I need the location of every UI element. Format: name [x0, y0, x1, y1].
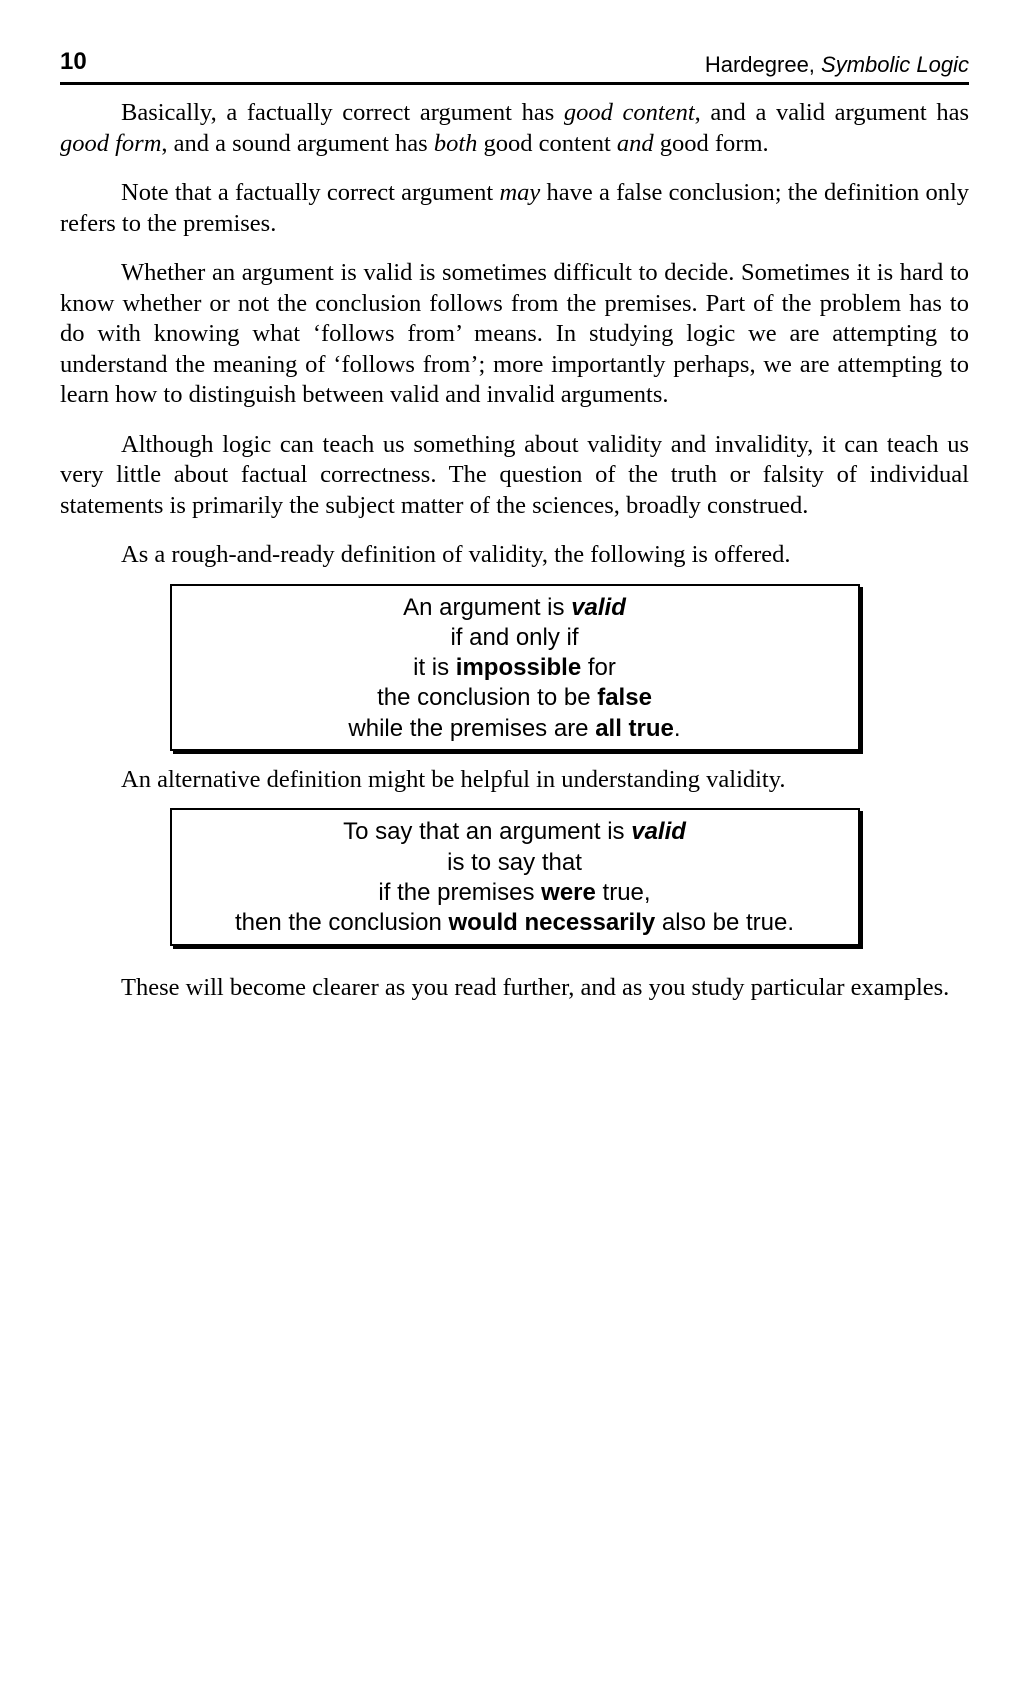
box-line [172, 683, 858, 713]
definition-box-validity [170, 584, 860, 751]
box-line: if and only if [450, 623, 579, 651]
paragraph-validity-difficulty: Whether an argument is valid is sometimes difficult to decide. Sometimes it is hard to know whether or not the conclusion follows from the premises. Part of the problem has to do with knowing what ‘follows from’ means. In studying logic we are attempting to understand the meaning of ‘follows from’; more importantly perhaps, we are attempting to learn how to distinguish between valid and invalid arguments. [60, 259, 969, 408]
running-title: Symbolic Logic [821, 52, 969, 77]
text-run: also be true. [655, 909, 794, 937]
bold-term: false [597, 684, 652, 712]
emphasis: may [499, 179, 541, 206]
box-line [172, 878, 858, 908]
box-line [172, 817, 858, 847]
emphasis: and [616, 129, 654, 157]
text-run: it is [413, 654, 456, 682]
bold-italic-term: valid [631, 818, 686, 846]
bold-term: were [541, 879, 596, 907]
paragraph-closing: These will become clearer as you read further, and as you study particular examples. [121, 973, 950, 1001]
spacer [60, 946, 969, 973]
emphasis: good form [60, 129, 162, 157]
text-run: good content [477, 129, 617, 157]
running-author: Hardegree, [704, 52, 822, 77]
text-run: , and a sound argument has [161, 129, 434, 157]
page-header [60, 46, 969, 85]
text-run: for [581, 654, 616, 682]
text-run: good form. [653, 129, 769, 157]
paragraph-good-content [60, 98, 969, 159]
box-line [172, 653, 858, 683]
bold-term: impossible [455, 654, 582, 682]
text-run: if the premises [378, 879, 542, 907]
paragraph-factually-correct [60, 178, 969, 239]
text-run: Basically, a factually correct argument has [121, 99, 564, 126]
text-run: the conclusion to be [377, 684, 598, 712]
text-run: Note that a factually correct argument [121, 179, 500, 206]
running-header [705, 52, 969, 78]
emphasis: good content [563, 99, 695, 126]
text-run: . [673, 714, 681, 742]
emphasis: both [433, 129, 478, 157]
text-run: while the premises are [348, 714, 596, 742]
page-number: 10 [60, 48, 87, 75]
bold-term: would necessarily [448, 909, 656, 937]
spacer [60, 751, 969, 765]
box-line [172, 908, 858, 938]
text-run: To say that an argument is [343, 818, 632, 846]
body-text [60, 98, 969, 1022]
bold-term: all true [595, 714, 674, 742]
paragraph-alternative-intro: An alternative definition might be helpful in understanding validity. [121, 765, 786, 793]
box-line: is to say that [447, 848, 582, 876]
box-line [172, 714, 858, 744]
text-run: true, [595, 879, 651, 907]
bold-italic-term: valid [571, 593, 626, 621]
text-run: , and a valid argument has [694, 99, 969, 126]
definition-box-alternative [170, 808, 860, 945]
text-run: An argument is [403, 593, 572, 621]
text-run: then the conclusion [235, 909, 449, 937]
box-line [172, 593, 858, 623]
paragraph-definition-intro: As a rough-and-ready definition of validity, the following is offered. [121, 541, 791, 568]
paragraph-factual-correctness: Although logic can teach us something about validity and invalidity, it can teach us very little about factual correctness. The question of the truth or falsity of individual statements is primarily the subject matter of the sciences, broadly construed. [60, 430, 969, 519]
text-run: have a false conclusion; the definition only refers to the premises. [60, 179, 969, 237]
